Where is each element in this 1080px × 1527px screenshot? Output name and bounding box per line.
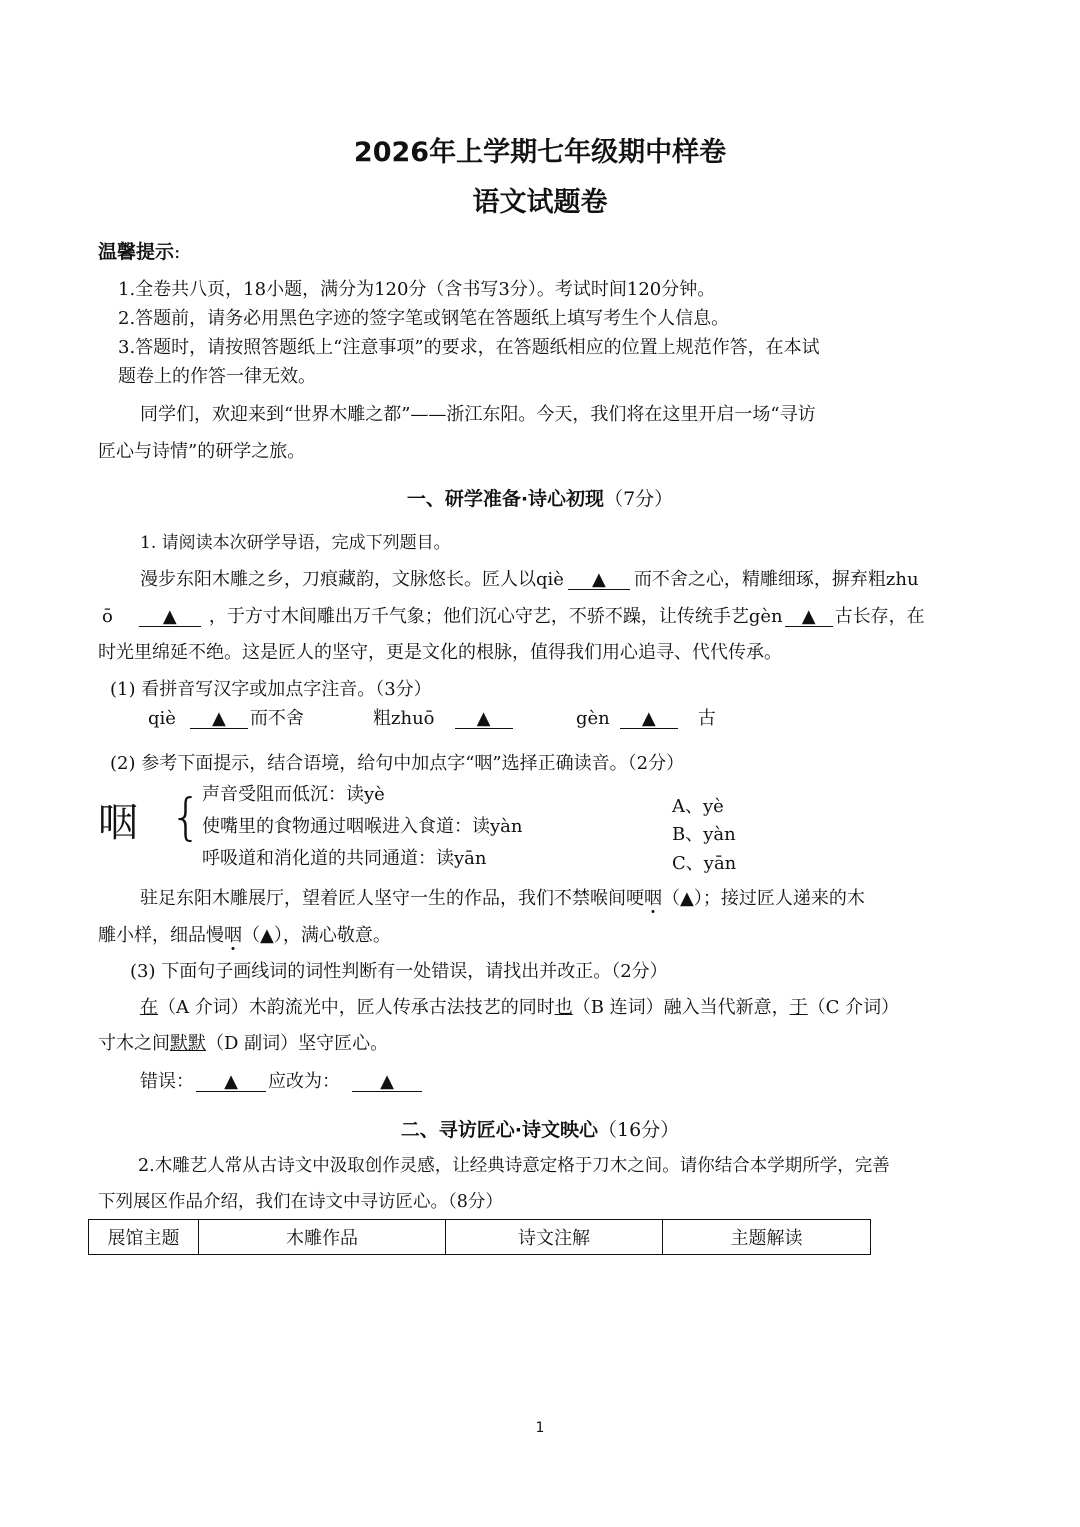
section-2-header <box>0 1121 1080 1140</box>
tips-label: 温馨提示 <box>98 241 175 263</box>
tip-item: 1.全卷共八页，18小题，满分为120分（含书写3分）。考试时间120分钟。 <box>118 279 716 300</box>
fix-answer-blank[interactable]: ▲ <box>352 1073 422 1092</box>
underlined-word: 也 <box>554 997 573 1018</box>
tip-item: 3.答题时，请按照答题纸上“注意事项”的要求，在答题纸相应的位置上规范作答，在本试 <box>118 337 820 358</box>
tips-heading: 温馨提示: <box>98 241 181 263</box>
passage-line-2: ō ▲ ，于方寸木间雕出万千气象；他们沉心守艺，不骄不躁，让传统手艺gèn ▲ 古长存，在 <box>102 606 925 627</box>
sub1-item-b: 粗zhuō ▲ <box>373 710 513 729</box>
option-b: B、yàn <box>672 824 736 845</box>
exam-subtitle: 语文试题卷 <box>472 187 608 218</box>
passage-line-3: 时光里绵延不绝。这是匠人的坚守，更是文化的根脉，值得我们用心追寻、代代传承。 <box>98 642 782 663</box>
sub1-item-a: qiè ▲ 而不舍 <box>148 708 304 729</box>
table-header-row <box>89 1220 871 1255</box>
pronunciation-hint: 声音受阻而低沉：读yè <box>202 784 385 805</box>
table-header-cell: 诗文注解 <box>446 1220 663 1255</box>
sub-question-1-prompt: (1) 看拼音写汉字或加点字注音。（3分） <box>110 679 432 700</box>
table-header-cell: 主题解读 <box>663 1220 871 1255</box>
answer-blank[interactable]: ▲ <box>190 710 248 729</box>
sub-question-2-prompt: (2) 参考下面提示，结合语境，给句中加点字“咽”选择正确读音。（2分） <box>110 753 685 774</box>
sub3-answer-line <box>140 1073 422 1092</box>
error-label: 错误： <box>140 1071 194 1092</box>
sub3-sentence-line-2: 寸木之间默默（D 副词）坚守匠心。 <box>98 1033 389 1054</box>
fix-label: 应改为： <box>268 1071 340 1092</box>
question-2-line-2: 下列展区作品介绍，我们在诗文中寻访匠心。（8分） <box>98 1192 503 1212</box>
section-1-score: （7分） <box>604 488 674 510</box>
page-number: 1 <box>535 1420 545 1436</box>
dotted-char: 咽 <box>224 925 242 946</box>
section-1-header <box>0 490 1080 509</box>
section-1-title: 一、研学准备·诗心初现 <box>406 488 605 510</box>
question-1-prompt: 1. 请阅读本次研学导语，完成下列题目。 <box>140 533 451 553</box>
tip-item: 题卷上的作答一律无效。 <box>118 366 316 387</box>
option-c: C、yān <box>672 853 737 874</box>
table-header-cell: 展馆主题 <box>89 1220 199 1255</box>
exhibit-table <box>88 1219 871 1255</box>
sentence-line-1: 驻足东阳木雕展厅，望着匠人坚守一生的作品，我们不禁喉间哽咽（▲）；接过匠人递来的木 <box>140 888 865 909</box>
section-2-title: 二、寻访匠心·诗文映心 <box>400 1119 599 1141</box>
sub-question-3-prompt: (3) 下面句子画线词的词性判断有一处错误，请找出并改正。（2分） <box>130 961 668 982</box>
character-yan: 咽 <box>98 800 138 846</box>
brace-symbol: { <box>170 788 202 846</box>
intro-line: 匠心与诗情”的研学之旅。 <box>98 441 306 462</box>
answer-blank[interactable]: ▲ <box>620 710 678 729</box>
exam-title: 2026年上学期七年级期中样卷 <box>353 137 727 168</box>
section-2-score: （16分） <box>598 1119 680 1141</box>
option-a: A、yè <box>672 796 724 817</box>
answer-blank[interactable]: ▲ <box>568 571 630 590</box>
sub1-item-c: gèn ▲ 古 <box>576 708 716 729</box>
table-header-cell: 木雕作品 <box>199 1220 446 1255</box>
sentence-line-2: 雕小样，细品慢咽（▲），满心敬意。 <box>98 925 391 946</box>
pronunciation-hint: 使嘴里的食物通过咽喉进入食道：读yàn <box>202 816 523 837</box>
error-answer-blank[interactable]: ▲ <box>196 1073 266 1092</box>
underlined-word: 默默 <box>170 1033 206 1054</box>
passage-line-1: 漫步东阳木雕之乡，刀痕藏韵，文脉悠长。匠人以qiè ▲ 而不舍之心，精雕细琢，摒弃粗zhu <box>140 569 919 590</box>
answer-blank[interactable]: ▲ <box>139 608 201 627</box>
sub3-sentence-line-1: 在（A 介词）木韵流光中，匠人传承古法技艺的同时也（B 连词）融入当代新意，于（C 介词） <box>140 997 900 1018</box>
dotted-char: 咽 <box>644 888 662 909</box>
question-2-line-1: 2.木雕艺人常从古诗文中汲取创作灵感，让经典诗意定格于刀木之间。请你结合本学期所学，完善 <box>138 1156 890 1176</box>
intro-line: 同学们，欢迎来到“世界木雕之都”——浙江东阳。今天，我们将在这里开启一场“寻访 <box>140 404 816 425</box>
answer-blank[interactable]: ▲ <box>785 608 833 627</box>
answer-blank[interactable]: ▲ <box>455 710 513 729</box>
underlined-word: 于 <box>789 997 808 1018</box>
underlined-word: 在 <box>140 997 158 1018</box>
tip-item: 2.答题前，请务必用黑色字迹的签字笔或钢笔在答题纸上填写考生个人信息。 <box>118 308 730 329</box>
pronunciation-hint: 呼吸道和消化道的共同通道：读yān <box>202 848 487 869</box>
